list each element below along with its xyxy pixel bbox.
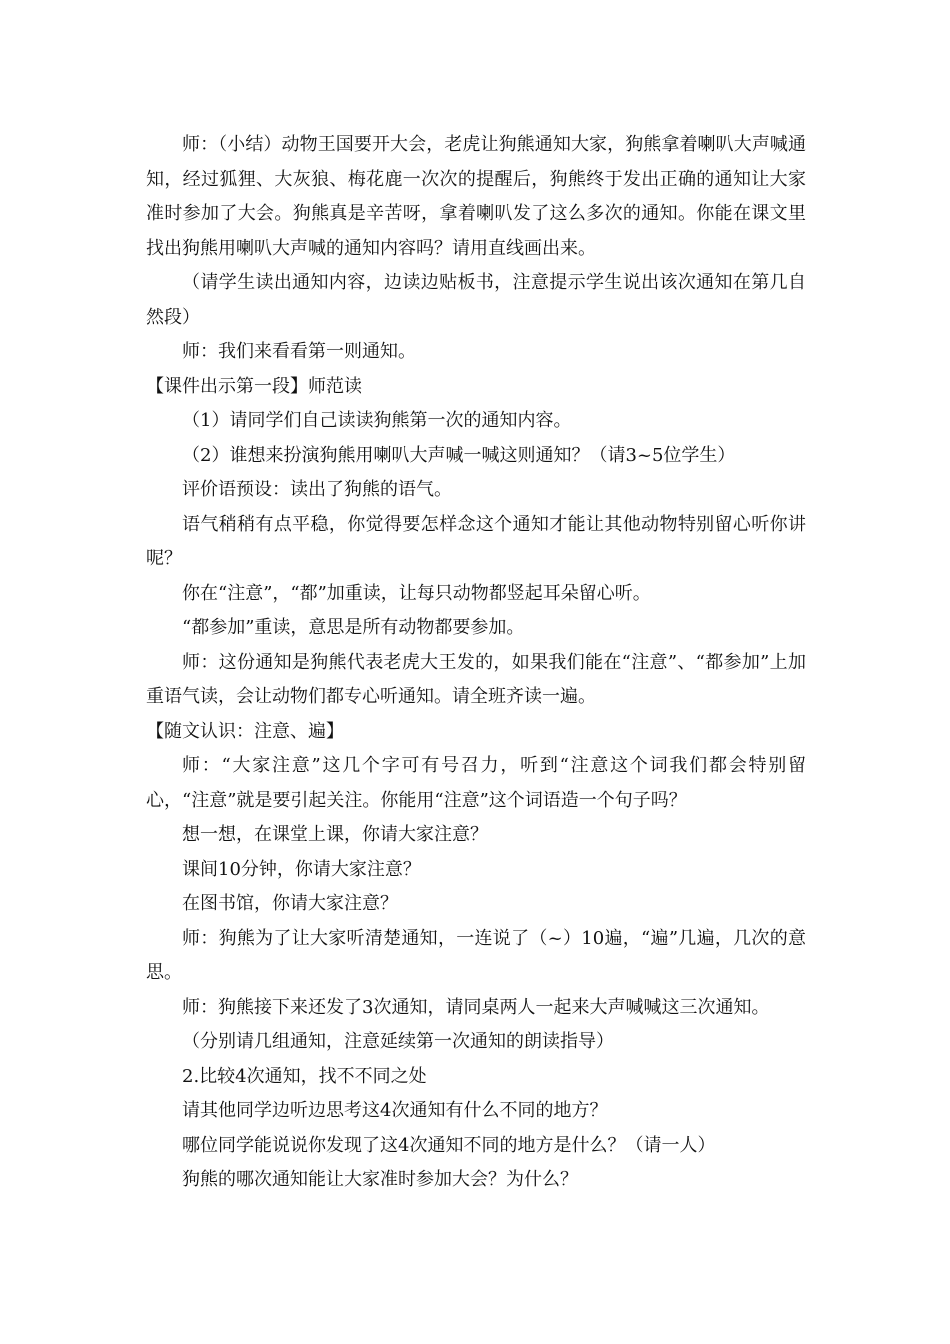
paragraph-step-1: （1）请同学们自己读读狗熊第一次的通知内容。: [182, 410, 572, 431]
paragraph-times-meaning: 师：狗熊为了让大家听清楚通知，一连说了（~）10遍，“遍”几遍，几次的意思。: [146, 927, 806, 983]
paragraph-think-differences: 请其他同学边听边思考这4次通知有什么不同的地方？: [182, 1100, 608, 1121]
paragraph-courseware-first-section: 【课件出示第一段】师范读: [146, 375, 362, 397]
paragraph-library-example: 在图书馆，你请大家注意？: [182, 893, 398, 914]
paragraph-step-2: （2）谁想来扮演狗熊用喇叭大声喊一喊这则通知？（请3~5位学生）: [182, 444, 736, 466]
paragraph-on-time-question: 狗熊的哪次通知能让大家准时参加大会？为什么？: [182, 1169, 578, 1190]
paragraph-vocabulary-heading: 【随文认识：注意、遍】: [146, 720, 344, 742]
paragraph-summary: 师：（小结）动物王国要开大会，老虎让狗熊通知大家，狗熊拿着喇叭大声喊通知，经过狐狸、大灰狼、梅花鹿一次次的提醒后，狗熊终于发出正确的通知让大家准时参加了大会。狗熊真是辛苦呀，拿着喇叭发了这么多次的通知。你能在课文里找出狗熊用喇叭大声喊的通知内容吗？请用直线画出来。: [146, 134, 806, 259]
paragraph-teacher-notice-reading: 师：这份通知是狗熊代表老虎大王发的，如果我们能在“注意”、“都参加”上加重语气读，会让动物们都专心听通知。请全班齐读一遍。: [146, 651, 806, 707]
paragraph-evaluation-preset: 评价语预设：读出了狗熊的语气。: [182, 479, 452, 500]
paragraph-share-differences: 哪位同学能说说你发现了这4次通知不同的地方是什么？（请一人）: [182, 1134, 716, 1156]
paragraph-first-notice: 师：我们来看看第一则通知。: [182, 341, 416, 362]
paragraph-compare-heading: 2.比较4次通知，找不不同之处: [182, 1065, 427, 1087]
paragraph-stress-words: 你在“注意”，“都”加重读，让每只动物都竖起耳朵留心听。: [182, 582, 651, 604]
paragraph-instruction-read-notice: （请学生读出通知内容，边读边贴板书，注意提示学生说出该次通知在第几自然段）: [146, 272, 806, 328]
paragraph-three-notices: 师：狗熊接下来还发了3次通知，请同桌两人一起来大声喊喊这三次通知。: [182, 996, 770, 1018]
paragraph-break-example: 课间10分钟，你请大家注意？: [182, 858, 421, 880]
paragraph-all-attend: “都参加”重读，意思是所有动物都要参加。: [182, 617, 525, 638]
paragraph-attention-word: 师：“大家注意”这几个字可有号召力，听到“注意这个词我们都会特别留心，“注意”就是要引起关注。你能用“注意”这个词语造一个句子吗？: [146, 755, 806, 811]
paragraph-classroom-example: 想一想，在课堂上课，你请大家注意？: [182, 824, 488, 845]
paragraph-group-reading: （分别请几组通知，注意延续第一次通知的朗读指导）: [182, 1031, 614, 1052]
paragraph-tone-question: 语气稍稍有点平稳，你觉得要怎样念这个通知才能让其他动物特别留心听你讲呢？: [146, 513, 806, 569]
document-body: [146, 128, 806, 1198]
